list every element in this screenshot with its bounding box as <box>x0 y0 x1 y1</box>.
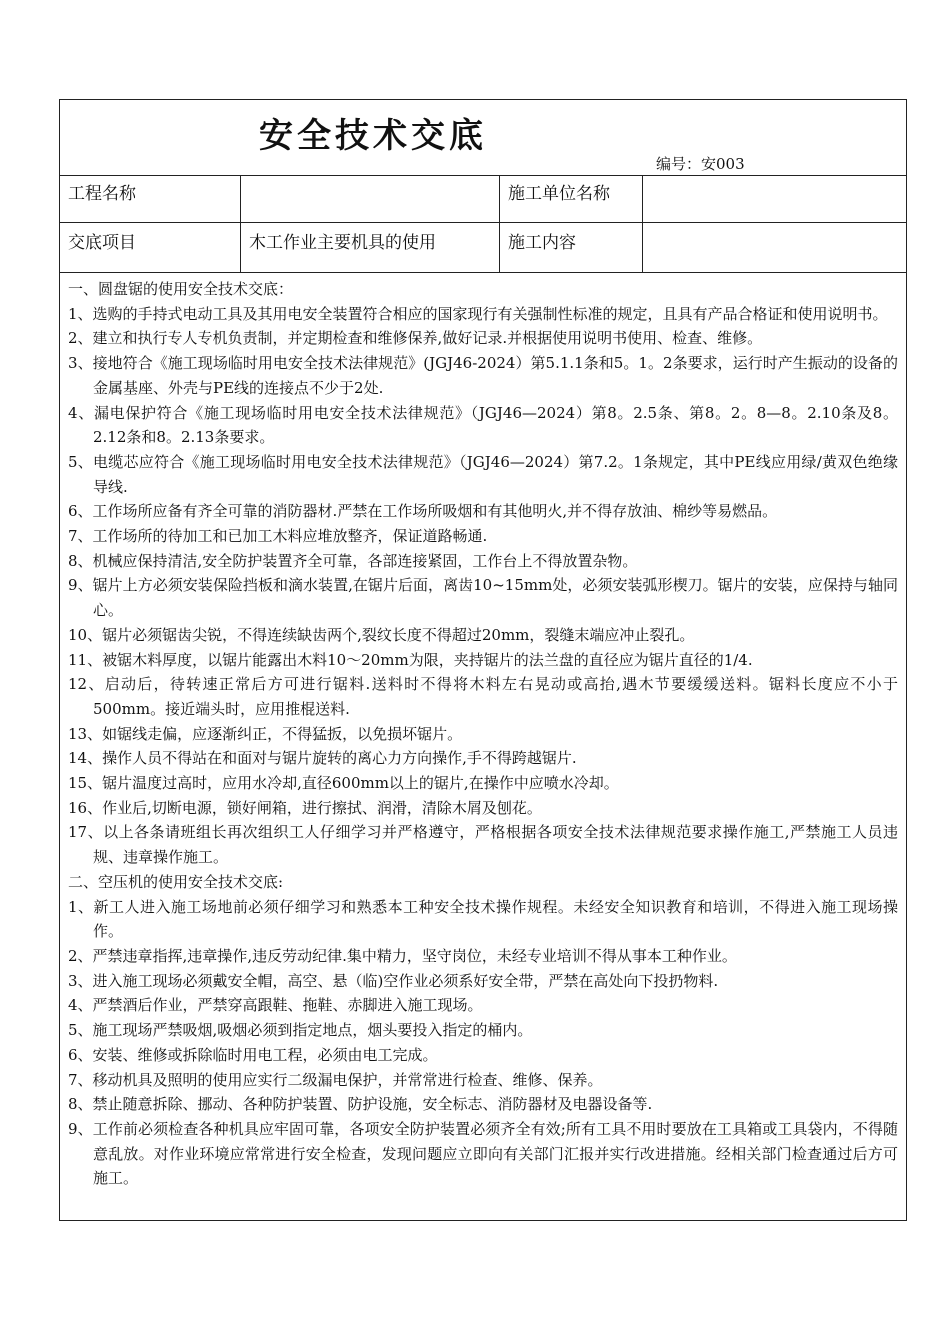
list-item: 13、如锯线走偏，应逐渐纠正，不得猛扳，以免损坏锯片。 <box>68 724 463 743</box>
list-item: 2、建立和执行专人专机负责制，并定期检查和维修保养,做好记录.并根据使用说明书使用、检查、维修。 <box>68 329 763 348</box>
list-item: 15、锯片温度过高时，应用水冷却,直径600mm以上的锯片,在操作中应喷水冷却。 <box>68 774 619 793</box>
list-item: 3、进入施工现场必须戴安全帽，高空、悬（临)空作业必须系好安全带，严禁在高处向下投扔物料. <box>68 971 719 990</box>
unit-name-value <box>643 175 906 222</box>
info-row-item <box>60 222 906 273</box>
list-item: 8、禁止随意拆除、挪动、各种防护装置、防护设施，安全标志、消防器材及电器设备等. <box>68 1095 653 1114</box>
list-item: 7、移动机具及照明的使用应实行二级漏电保护，并常常进行检查、维修、保养。 <box>68 1070 603 1089</box>
document-title: 安全技术交底 <box>259 116 487 156</box>
list-item: 17、以上各条请班组长再次组织工人仔细学习并严格遵守，严格根据各项安全技术法律规范要求操作施工,严禁施工人员违规、违章操作施工。 <box>68 823 898 867</box>
list-item: 9、锯片上方必须安装保险挡板和滴水装置,在锯片后面，离齿10~15mm处，必须安装弧形楔刀。锯片的安装，应保持与轴同心。 <box>68 576 898 620</box>
item-label: 交底项目 <box>60 222 241 272</box>
list-item: 4、漏电保护符合《施工现场临时用电安全技术法律规范》（JGJ46—2024）第8。2.5条、第8。2。8—8。2.10条及8。2.12条和8。2.13条要求。 <box>68 403 898 447</box>
document-number: 编号：安003 <box>656 155 745 173</box>
item-value: 木工作业主要机具的使用 <box>241 222 500 272</box>
list-item: 8、机械应保持清洁,安全防护装置齐全可靠，各部连接紧固，工作台上不得放置杂物。 <box>68 551 638 570</box>
list-item: 5、电缆芯应符合《施工现场临时用电安全技术法律规范》（JGJ46—2024）第7.2。1条规定，其中PE线应用绿/黄双色绝缘导线. <box>68 452 898 496</box>
list-item: 6、工作场所应备有齐全可靠的消防器材.严禁在工作场所吸烟和有其他明火,并不得存放油、棉纱等易燃品。 <box>68 502 778 521</box>
list-item: 1、选购的手持式电动工具及其用电安全装置符合相应的国家现行有关强制性标准的规定，且具有产品合格证和使用说明书。 <box>68 304 888 323</box>
content-value <box>643 222 906 272</box>
disclosure-body <box>60 273 906 1191</box>
list-item: 2、严禁违章指挥,违章操作,违反劳动纪律.集中精力，坚守岗位，未经专业培训不得从事本工种作业。 <box>68 946 737 965</box>
list-item: 7、工作场所的待加工和已加工木料应堆放整齐，保证道路畅通. <box>68 527 488 546</box>
disclosure-form <box>59 99 907 1221</box>
list-item: 3、接地符合《施工现场临时用电安全技术法律规范》(JGJ46-2024）第5.1.1条和5。1。2条要求，运行时产生振动的设备的金属基座、外壳与PE线的连接点不少于2处. <box>68 354 898 397</box>
content-label: 施工内容 <box>500 222 643 272</box>
list-item: 16、作业后,切断电源，锁好闸箱，进行擦拭、润滑，清除木屑及刨花。 <box>68 798 542 817</box>
list-item: 4、严禁酒后作业，严禁穿高跟鞋、拖鞋、赤脚进入施工现场。 <box>68 996 483 1015</box>
list-item: 9、工作前必须检查各种机具应牢固可靠，各项安全防护装置必须齐全有效;所有工具不用时要放在工具箱或工具袋内，不得随意乱放。对作业环境应常常进行安全检查，发现问题应立即向有关部门汇报并实行改进措施。经相关部门检查通过后方可施工。 <box>68 1119 898 1188</box>
list-item: 1、新工人进入施工场地前必须仔细学习和熟悉本工种安全技术操作规程。未经安全知识教育和培训，不得进入施工现场操作。 <box>68 897 898 941</box>
section-heading: 二、空压机的使用安全技术交底: <box>68 872 284 891</box>
list-item: 5、施工现场严禁吸烟,吸烟必须到指定地点，烟头要投入指定的桶内。 <box>68 1021 533 1040</box>
list-item: 6、安装、维修或拆除临时用电工程，必须由电工完成。 <box>68 1045 438 1064</box>
list-item: 14、操作人员不得站在和面对与锯片旋转的离心力方向操作,手不得跨越锯片. <box>68 749 577 768</box>
project-name-value <box>241 175 500 222</box>
unit-name-label: 施工单位名称 <box>500 175 643 222</box>
section-heading: 一、圆盘锯的使用安全技术交底： <box>68 280 294 298</box>
info-row-project <box>60 175 906 223</box>
form-header <box>60 100 906 176</box>
list-item: 11、被锯木料厚度，以锯片能露出木料10～20mm为限，夹持锯片的法兰盘的直径应为锯片直径的1/4. <box>68 650 753 669</box>
list-item: 12、启动后，待转速正常后方可进行锯料.送料时不得将木料左右晃动或高抬,遇木节要缓缓送料。锯料长度应不小于500mm。接近端头时，应用推棍送料. <box>68 675 898 718</box>
project-name-label: 工程名称 <box>60 175 241 222</box>
list-item: 10、锯片必须锯齿尖锐，不得连续缺齿两个,裂纹长度不得超过20mm，裂缝末端应冲止裂孔。 <box>68 625 695 644</box>
